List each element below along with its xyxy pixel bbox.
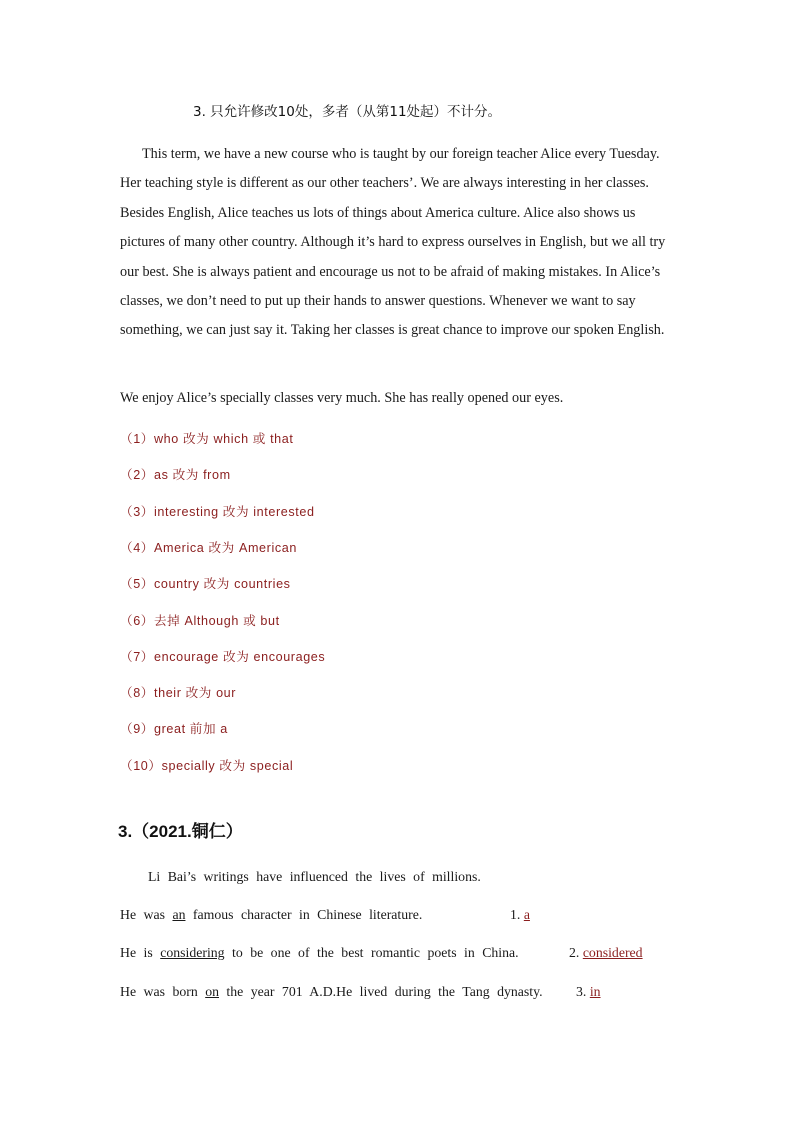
answer-item-7: （7）encourage 改为 encourages (120, 649, 326, 664)
exercise-text-before: He was born (120, 984, 206, 999)
exercise-text-before: He was (120, 907, 173, 922)
exercise-answer-2 (569, 945, 643, 961)
answer-item-3: （3）interesting 改为 interested (120, 504, 315, 519)
answer-number: 1. (510, 907, 521, 922)
exercise-line-2 (120, 945, 519, 961)
answer-item-2: （2）as 改为 from (120, 468, 231, 483)
answer-item-10: （10）specially 改为 special (120, 758, 294, 773)
exercise-answer-3 (576, 984, 601, 1000)
section-heading: 3.（2021.铜仁） (118, 822, 243, 841)
exercise-error-word: on (205, 984, 219, 999)
exercise-line-1 (120, 907, 422, 923)
instruction-rule: 3. 只允许修改10处，多者（从第11处起）不计分。 (193, 104, 502, 120)
exercise-error-word: considering (160, 945, 225, 960)
exercise-intro: Li Bai’s writings have influenced the lives of millions. (148, 869, 481, 884)
exercise-text-after: the year 701 A.D.He lived during the Tang dynasty. (218, 984, 543, 999)
exercise-text-before: He is (120, 945, 161, 960)
exercise-text-after: famous character in Chinese literature. (185, 907, 423, 922)
answer-item-5: （5）country 改为 countries (120, 577, 291, 592)
answer-number: 3. (576, 984, 587, 999)
answer-item-1: （1）who 改为 which 或 that (120, 432, 294, 446)
answer-word: a (523, 907, 530, 922)
exercise-line-3 (120, 984, 543, 1000)
answer-item-8: （8）their 改为 our (120, 686, 237, 701)
exercise-text-after: to be one of the best romantic poets in China. (224, 945, 519, 960)
passage-paragraph (120, 140, 675, 346)
answer-number: 2. (569, 945, 580, 960)
exercise-answer-1 (510, 907, 530, 923)
answer-item-9: （9）great 前加 a (120, 722, 228, 737)
passage-last-line: We enjoy Alice’s specially classes very much. She has really opened our eyes. (120, 390, 564, 406)
answer-item-6: （6）去掉 Although 或 but (120, 613, 280, 628)
answer-word: in (589, 984, 601, 999)
answer-word: considered (582, 945, 643, 960)
answer-item-4: （4）America 改为 American (120, 540, 297, 555)
passage-text: This term, we have a new course who is taught by our foreign teacher Alice every Tuesday. Her teaching style is different as our other teachers’. We are always interesting in her classes. Besides English, Alice teaches us lots of things about America culture. Alice also shows us pictures of many other country. Although it’s hard to express ourselves in English, but we all try our best. She is always patient and encourage us not to be afraid of making mistakes. In Alice’s classes, we don’t need to put up their hands to answer questions. Whenever we want to say something, we can just say it. Taking her classes is great chance to improve our spoken English. (120, 146, 666, 339)
exercise-error-word: an (172, 907, 186, 922)
